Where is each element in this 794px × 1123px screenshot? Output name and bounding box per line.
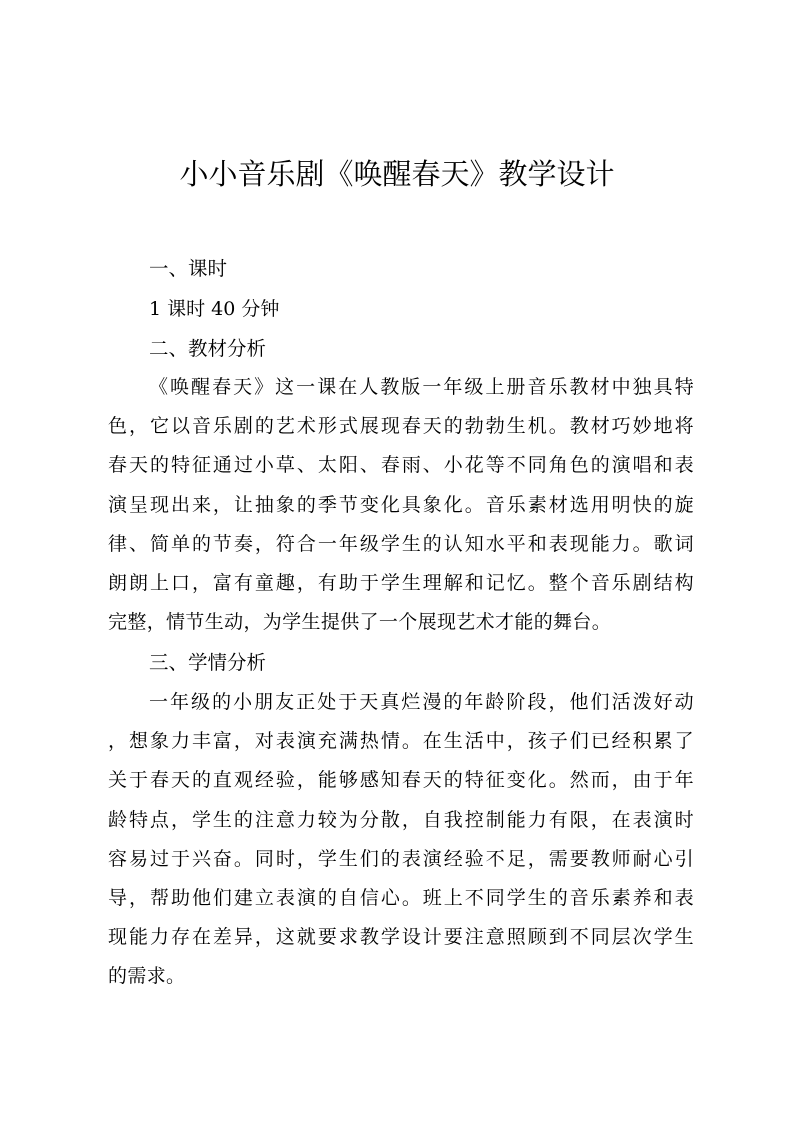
paragraph-line: 朗朗上口，富有童趣，有助于学生理解和记忆。整个音乐剧结构 xyxy=(108,571,694,594)
paragraph-line: 色，它以音乐剧的艺术形式展现春天的勃勃生机。教材巧妙地将 xyxy=(108,415,694,438)
paragraph-line: 现能力存在差异，这就要求教学设计要注意照顾到不同层次学生 xyxy=(108,926,694,949)
section-heading-class-hours: 一、课时 xyxy=(149,257,228,280)
paragraph-line: 关于春天的直观经验，能够感知春天的特征变化。然而，由于年 xyxy=(108,769,694,792)
paragraph-line: 的需求。 xyxy=(108,965,186,988)
paragraph-line: 春天的特征通过小草、太阳、春雨、小花等不同角色的演唱和表 xyxy=(108,454,694,477)
paragraph-line: 导，帮助他们建立表演的自信心。班上不同学生的音乐素养和表 xyxy=(108,886,694,909)
paragraph-line: ，想象力丰富，对表演充满热情。在生活中，孩子们已经积累了 xyxy=(108,730,694,753)
section-heading-textbook-analysis: 二、教材分析 xyxy=(149,337,267,360)
paragraph-line: 演呈现出来，让抽象的季节变化具象化。音乐素材选用明快的旋 xyxy=(108,493,694,516)
student-analysis-paragraph xyxy=(108,687,694,1001)
paragraph-line: 《唤醒春天》这一课在人教版一年级上册音乐教材中独具特 xyxy=(149,376,694,398)
paragraph-line: 容易过于兴奋。同时，学生们的表演经验不足，需要教师耐心引 xyxy=(108,847,694,870)
paragraph-line: 完整，情节生动，为学生提供了一个展现艺术才能的舞台。 xyxy=(108,611,612,634)
paragraph-line: 龄特点，学生的注意力较为分散，自我控制能力有限，在表演时 xyxy=(108,808,694,831)
textbook-analysis-paragraph xyxy=(108,372,694,646)
class-hours-text: 1 课时 40 分钟 xyxy=(149,298,280,320)
paragraph-line: 律、简单的节奏，符合一年级学生的认知水平和表现能力。歌词 xyxy=(108,532,694,555)
paragraph-line: 一年级的小朋友正处于天真烂漫的年龄阶段，他们活泼好动 xyxy=(149,691,694,713)
document-title: 小小音乐剧《唤醒春天》教学设计 xyxy=(179,157,615,191)
section-heading-student-analysis: 三、学情分析 xyxy=(149,651,267,674)
